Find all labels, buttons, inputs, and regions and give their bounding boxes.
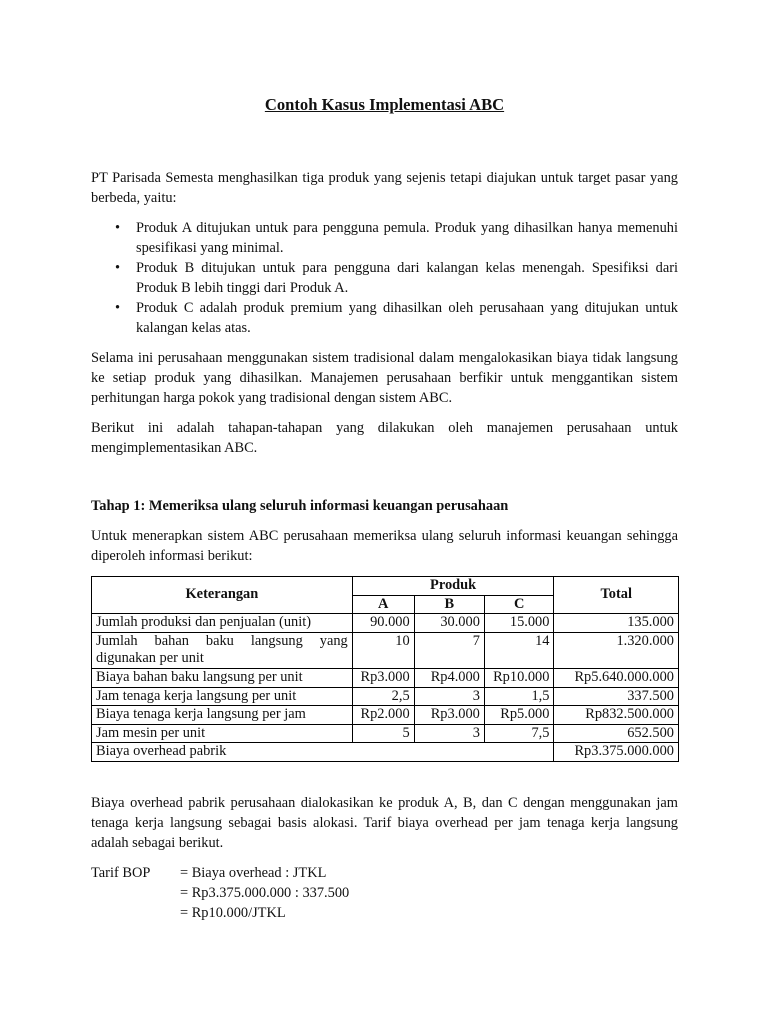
list-item-text: Produk B ditujukan untuk para pengguna dari kalangan kelas menengah. Spesifiksi dari Produk B lebih tinggi dari Produk A. — [136, 260, 678, 296]
row-label: Jumlah bahan baku langsung yang digunakan per unit — [92, 632, 353, 668]
cell-a: 10 — [352, 632, 414, 668]
row-label: Biaya overhead pabrik — [92, 743, 554, 762]
cell-b: Rp3.000 — [414, 706, 484, 725]
table-row — [92, 687, 679, 706]
cell-c: 1,5 — [484, 687, 554, 706]
cell-total: 135.000 — [554, 614, 679, 633]
header-keterangan: Keterangan — [92, 577, 353, 614]
paragraph-steps-intro: Berikut ini adalah tahapan-tahapan yang dilakukan oleh manajemen perusahaan untuk mengimplementasikan ABC. — [91, 420, 678, 456]
cell-b: 7 — [414, 632, 484, 668]
cell-b: 3 — [414, 687, 484, 706]
formula-line — [91, 883, 678, 903]
formula-text: = Rp3.375.000.000 : 337.500 — [180, 884, 350, 901]
header-total: Total — [554, 577, 679, 614]
document-content — [91, 94, 678, 923]
list-item — [91, 298, 678, 338]
list-item — [91, 218, 678, 258]
cell-total: Rp3.375.000.000 — [554, 743, 679, 762]
row-label: Biaya bahan baku langsung per unit — [92, 668, 353, 687]
intro-paragraph: PT Parisada Semesta menghasilkan tiga produk yang sejenis tetapi diajukan untuk target pasar yang berbeda, yaitu: — [91, 170, 678, 206]
cell-b: 3 — [414, 724, 484, 743]
cell-c: 7,5 — [484, 724, 554, 743]
table-header-row — [92, 577, 679, 596]
row-label: Jam mesin per unit — [92, 724, 353, 743]
cell-b: 30.000 — [414, 614, 484, 633]
header-product-c: C — [484, 595, 554, 614]
bullet-icon: • — [115, 300, 121, 316]
cell-a: 2,5 — [352, 687, 414, 706]
cell-a: 90.000 — [352, 614, 414, 633]
cell-b: Rp4.000 — [414, 668, 484, 687]
list-item-text: Produk A ditujukan untuk para pengguna pemula. Produk yang dihasilkan hanya memenuhi spesifikasi yang minimal. — [136, 220, 678, 256]
formula-line — [91, 903, 678, 923]
cell-total: Rp5.640.000.000 — [554, 668, 679, 687]
step1-paragraph: Untuk menerapkan sistem ABC perusahaan memeriksa ulang seluruh informasi keuangan sehingga diperoleh informasi berikut: — [91, 528, 678, 564]
formula-line — [91, 863, 678, 883]
tarif-bop-formula — [91, 863, 678, 923]
cell-a: Rp2.000 — [352, 706, 414, 725]
financial-info-table — [91, 576, 679, 762]
row-label: Jam tenaga kerja langsung per unit — [92, 687, 353, 706]
table-row — [92, 632, 679, 668]
header-product-b: B — [414, 595, 484, 614]
cell-c: 14 — [484, 632, 554, 668]
table-row-overhead — [92, 743, 679, 762]
cell-total: 337.500 — [554, 687, 679, 706]
cell-total: Rp832.500.000 — [554, 706, 679, 725]
cell-total: 652.500 — [554, 724, 679, 743]
bullet-icon: • — [115, 260, 121, 276]
table-row — [92, 724, 679, 743]
formula-text: = Rp10.000/JTKL — [180, 904, 286, 921]
formula-text: = Biaya overhead : JTKL — [180, 864, 327, 881]
cell-c: Rp5.000 — [484, 706, 554, 725]
cell-c: 15.000 — [484, 614, 554, 633]
row-label: Biaya tenaga kerja langsung per jam — [92, 706, 353, 725]
bullet-icon: • — [115, 220, 121, 236]
list-item — [91, 258, 678, 298]
table-row — [92, 614, 679, 633]
table-row — [92, 668, 679, 687]
product-list — [91, 218, 678, 338]
row-label: Jumlah produksi dan penjualan (unit) — [92, 614, 353, 633]
tarif-label: Tarif BOP — [91, 864, 151, 881]
list-item-text: Produk C adalah produk premium yang dihasilkan oleh perusahaan yang ditujukan untuk kalangan kelas atas. — [136, 300, 678, 336]
table-row — [92, 706, 679, 725]
paragraph-traditional-system: Selama ini perusahaan menggunakan sistem tradisional dalam mengalokasikan biaya tidak langsung ke setiap produk yang dihasilkan. Manajemen perusahaan berfikir untuk menggantikan sistem perhitungan harga pokok yang tradisional dengan sistem ABC. — [91, 350, 678, 406]
header-produk: Produk — [352, 577, 554, 596]
cell-c: Rp10.000 — [484, 668, 554, 687]
cell-a: 5 — [352, 724, 414, 743]
cell-a: Rp3.000 — [352, 668, 414, 687]
cell-total: 1.320.000 — [554, 632, 679, 668]
overhead-allocation-paragraph: Biaya overhead pabrik perusahaan dialokasikan ke produk A, B, dan C dengan menggunakan jam tenaga kerja langsung sebagai basis alokasi. Tarif biaya overhead per jam tenaga kerja langsung adalah sebagai berikut. — [91, 794, 678, 851]
header-product-a: A — [352, 595, 414, 614]
step1-heading: Tahap 1: Memeriksa ulang seluruh informasi keuangan perusahaan — [91, 498, 509, 514]
document-title: Contoh Kasus Implementasi ABC — [264, 95, 505, 114]
